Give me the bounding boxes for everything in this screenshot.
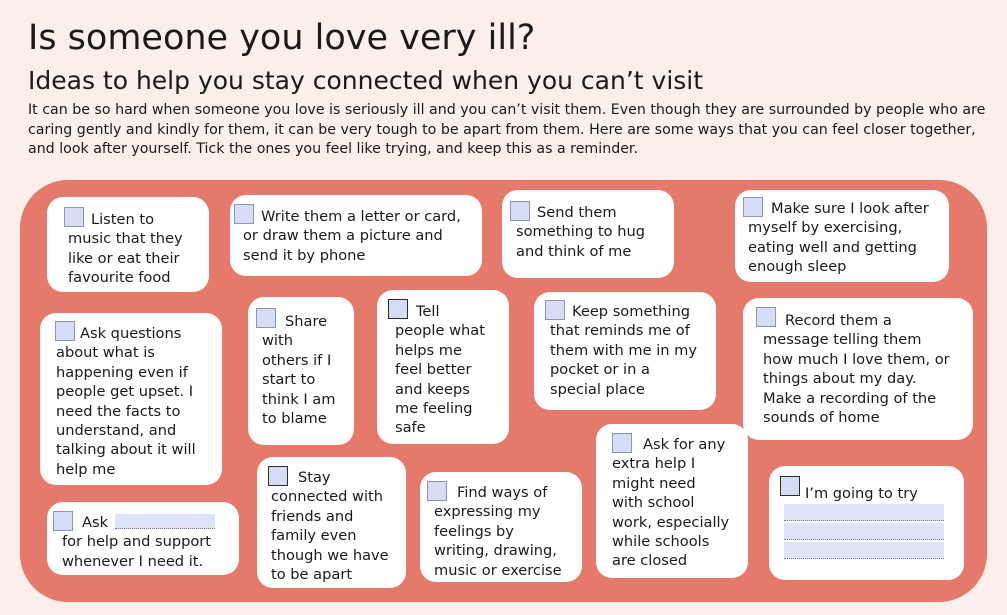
card-share-blame-text: Share with others if I start to think I am to blame <box>262 313 336 428</box>
card-listen-music <box>47 197 209 292</box>
card-ask-questions-text: Ask questions about what is happening even if people get upset. I need the facts to understand, and talking about it will help me <box>56 325 196 478</box>
card-school-help-text: Ask for any extra help I might need with school work, especially while schools are closed <box>612 436 730 570</box>
card-share-blame <box>248 297 354 445</box>
intro-paragraph: It can be so hard when someone you love is seriously ill and you can’t visit them. Even though they are surrounded by people who are caring gently and kindly for them, it can be very tough to be apart from them. Here are some ways that you can feel closer together, and look after yourself. Tick the ones you feel like trying, and keep this as a reminder. <box>28 102 986 157</box>
card-stay-connected-text: Stay connected with friends and family even though we have to be apart <box>271 469 389 584</box>
card-tell-people-text: Tell people what helps me feel better and keeps me feeling safe <box>395 303 485 437</box>
page-subtitle: Ideas to help you stay connected when you can’t visit <box>28 66 704 95</box>
card-send-hug <box>502 190 674 278</box>
ask-help-blank-field[interactable] <box>115 514 215 529</box>
ask-help-word: Ask <box>82 514 109 531</box>
ideas-board <box>20 180 987 602</box>
card-send-hug-text: Send them something to hug and think of me <box>516 204 645 260</box>
checkbox-going-to-try[interactable] <box>780 476 800 496</box>
card-self-care <box>735 190 949 282</box>
card-self-care-text: Make sure I look after myself by exercising, eating well and getting enough sleep <box>748 200 929 276</box>
page-title: Is someone you love very ill? <box>28 18 536 58</box>
try-entry-line-1[interactable] <box>784 504 944 521</box>
card-record-message <box>743 298 973 440</box>
card-keep-reminder-text: Keep something that reminds me of them with me in my pocket or in a special place <box>550 303 698 398</box>
try-entry-line-2[interactable] <box>784 523 944 540</box>
card-ask-questions <box>40 313 222 485</box>
card-listen-music-text: Listen to music that they like or eat their favourite food <box>68 211 183 287</box>
card-ask-help-text <box>62 513 215 571</box>
try-entry-line-3[interactable] <box>784 542 944 559</box>
card-going-to-try-text: I’m going to try <box>805 485 918 502</box>
card-write-letter-text: Write them a letter or card, or draw them a picture and send it by phone <box>243 208 461 264</box>
card-stay-connected <box>257 457 406 588</box>
card-write-letter <box>230 195 482 276</box>
card-express-feelings-text: Find ways of expressing my feelings by writing, drawing, music or exercise <box>434 484 562 579</box>
card-ask-help <box>47 502 239 575</box>
card-tell-people <box>377 290 509 444</box>
card-going-to-try <box>769 466 964 580</box>
card-express-feelings <box>420 472 582 582</box>
card-record-message-text: Record them a message telling them how much I love them, or things about my day. Make a recording of the sounds of home <box>763 312 950 427</box>
card-school-help <box>596 424 748 578</box>
ask-help-rest: for help and support whenever I need it. <box>62 533 212 570</box>
card-keep-reminder <box>534 292 716 410</box>
